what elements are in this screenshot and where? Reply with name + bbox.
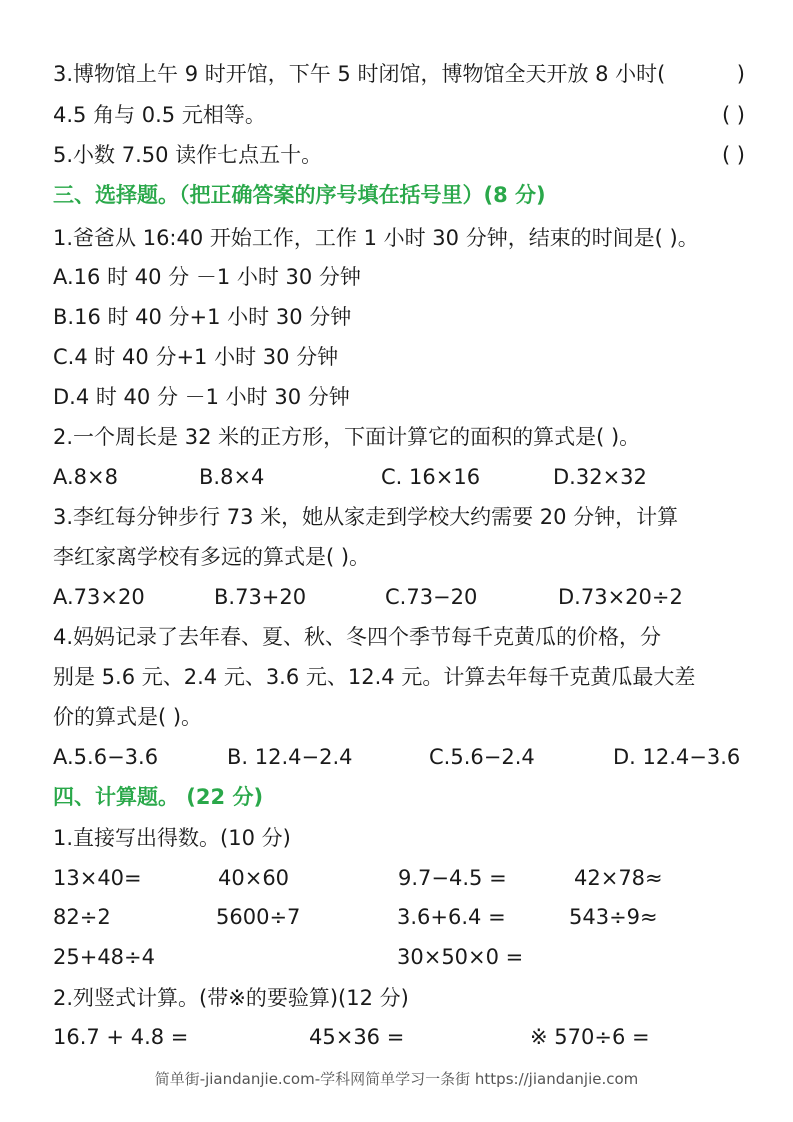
judge-question-5-text: 5.小数 7.50 读作七点五十。 [53,143,323,167]
choice-question-1-stem: 1.爸爸从 16:40 开始工作，工作 1 小时 30 分钟，结束的时间是( )。 [53,226,699,250]
choice-q1-option-b: B.16 时 40 分+1 小时 30 分钟 [53,305,352,329]
calc-item: 30×50×0 = [397,945,524,969]
choice-question-3-stem-line2: 李红家离学校有多远的算式是( )。 [53,545,371,569]
calc-item: 543÷9≈ [569,905,658,929]
choice-question-4-stem-line2: 别是 5.6 元、2.4 元、3.6 元、12.4 元。计算去年每千克黄瓜最大差 [53,665,696,689]
calc-item: 3.6+6.4 = [397,905,506,929]
calc-item: 40×60 [218,866,290,890]
calc-item: 42×78≈ [574,866,663,890]
calc-part-1-title: 1.直接写出得数。(10 分) [53,826,291,850]
calc-item: ※ 570÷6 = [530,1025,650,1049]
judge-question-3 [53,60,745,88]
choice-q1-option-a: A.16 时 40 分 －1 小时 30 分钟 [53,265,361,289]
answer-paren: ( ) [721,143,745,167]
choice-q1-option-c: C.4 时 40 分+1 小时 30 分钟 [53,345,339,369]
choice-q4-option-a: A.5.6−3.6 [53,745,159,769]
choice-q2-option-a: A.8×8 [53,465,118,489]
section-4-heading: 四、计算题。 (22 分) [53,785,264,809]
choice-q3-option-a: A.73×20 [53,585,145,609]
calc-item: 16.7 + 4.8 = [53,1025,189,1049]
footer-watermark: 简单街-jiandanjie.com-学科网简单学习一条街 https://jiandanjie.com [154,1070,639,1088]
calc-item: 45×36 = [309,1025,405,1049]
calc-part-2-title: 2.列竖式计算。(带※的要验算)(12 分) [53,986,409,1010]
choice-question-4-stem-line3: 价的算式是( )。 [53,705,203,729]
choice-q1-option-d: D.4 时 40 分 －1 小时 30 分钟 [53,385,350,409]
section-3-heading: 三、选择题。（把正确答案的序号填在括号里）(8 分) [53,183,546,207]
choice-q4-option-d: D. 12.4−3.6 [613,745,741,769]
choice-q3-option-d: D.73×20÷2 [558,585,683,609]
choice-question-4-stem-line1: 4.妈妈记录了去年春、夏、秋、冬四个季节每千克黄瓜的价格，分 [53,625,662,649]
choice-q2-option-b: B.8×4 [199,465,265,489]
answer-paren: ) [736,62,745,86]
choice-q3-option-c: C.73−20 [385,585,478,609]
choice-question-2-stem: 2.一个周长是 32 米的正方形，下面计算它的面积的算式是( )。 [53,425,641,449]
choice-q2-option-c: C. 16×16 [381,465,481,489]
calc-item: 25+48÷4 [53,945,155,969]
calc-item: 5600÷7 [216,905,301,929]
judge-question-3-text: 3.博物馆上午 9 时开馆，下午 5 时闭馆，博物馆全天开放 8 小时( [53,62,666,86]
choice-q3-option-b: B.73+20 [214,585,307,609]
calc-item: 9.7−4.5 = [398,866,507,890]
choice-q4-option-b: B. 12.4−2.4 [227,745,353,769]
choice-q2-option-d: D.32×32 [553,465,647,489]
answer-paren: ( ) [721,103,745,127]
judge-question-4 [53,101,745,129]
judge-question-5 [53,141,745,169]
choice-q4-option-c: C.5.6−2.4 [429,745,535,769]
calc-item: 13×40= [53,866,142,890]
judge-question-4-text: 4.5 角与 0.5 元相等。 [53,103,266,127]
choice-question-3-stem-line1: 3.李红每分钟步行 73 米，她从家走到学校大约需要 20 分钟，计算 [53,505,679,529]
calc-item: 82÷2 [53,905,111,929]
